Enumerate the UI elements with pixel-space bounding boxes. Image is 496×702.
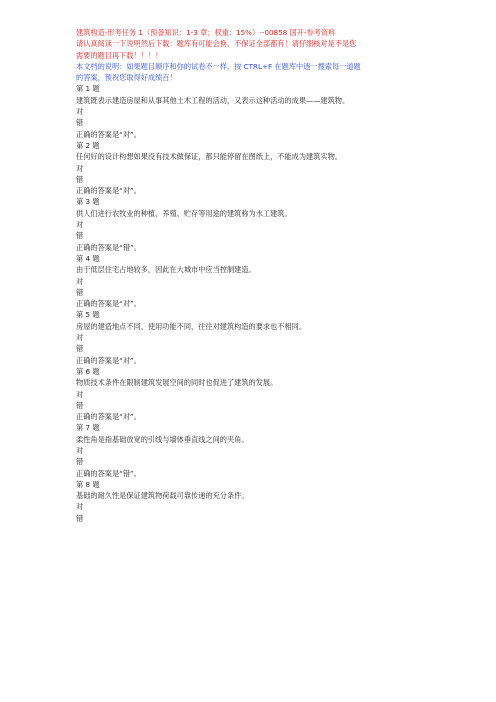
option-true: 对 (76, 389, 84, 399)
answer-text: 正确的答案是“错”。 (76, 468, 141, 478)
question-text: 由于低层住宅占地较多，因此在大城市中应当控制建造。 (76, 265, 256, 275)
answer-text: 正确的答案是“对”。 (76, 412, 141, 422)
answer-text: 正确的答案是“对”。 (76, 299, 141, 309)
option-true: 对 (76, 163, 84, 173)
option-false: 错 (76, 287, 84, 297)
question-number: 第 7 题 (76, 423, 100, 433)
note-text-line-2: 的答案，预祝您取得好成绩百！ (76, 73, 177, 83)
option-false: 错 (76, 400, 84, 410)
question-text: 基础的耐久性是保证建筑物荷载可靠传递的充分条件。 (76, 491, 249, 501)
question-text: 供人们进行农牧业的种植、养殖、贮存等用途的建筑称为水工建筑。 (76, 208, 292, 218)
question-block (76, 309, 428, 365)
option-true: 对 (76, 107, 84, 117)
answer-text: 正确的答案是“对”。 (76, 355, 141, 365)
question-text: 房屋的建造地点不同、使用功能不同，往往对建筑构造的要求也不相同。 (76, 321, 307, 331)
question-block (76, 253, 428, 309)
option-false: 错 (76, 457, 84, 467)
question-block (76, 366, 428, 422)
question-number: 第 6 题 (76, 366, 100, 376)
document-title: 建筑构造-形考任务 1（预备知识：1-3 章；权重：15%）--00858 国开-参考资料 (76, 28, 336, 37)
question-text: 物质技术条件在限制建筑发展空间的同时也促进了建筑的发展。 (76, 378, 278, 388)
option-false: 错 (76, 231, 84, 241)
question-text: 任何好的设计构想如果没有技术做保证，都只能停留在图纸上，不能成为建筑实物。 (76, 152, 342, 162)
note-text-line-1: 本文档的说明：如果题目顺序和你的试卷不一样，按 CTRL+F 在题库中逐一搜索每一道题 (76, 61, 361, 71)
question-number: 第 2 题 (76, 140, 100, 150)
option-true: 对 (76, 276, 84, 286)
option-false: 错 (76, 344, 84, 354)
warning-text-line-2: 需要的题目再下载！！！！ (76, 50, 163, 60)
question-text: 建筑既表示建造房屋和从事其他土木工程的活动，又表示这种活动的成果——建筑物。 (76, 95, 350, 105)
document-content (76, 27, 428, 524)
option-true: 对 (76, 333, 84, 343)
question-number: 第 8 题 (76, 479, 100, 489)
option-true: 对 (76, 220, 84, 230)
answer-text: 正确的答案是“错”。 (76, 242, 141, 252)
question-number: 第 5 题 (76, 310, 100, 320)
warning-text-line-1: 请认真阅读一下说明然后下载：题库有可能会换，不保证全部都有！请仔细核对是不是您 (76, 39, 357, 49)
question-number: 第 4 题 (76, 253, 100, 263)
question-block (76, 83, 428, 139)
question-block (76, 196, 428, 252)
option-false: 错 (76, 174, 84, 184)
option-true: 对 (76, 502, 84, 512)
option-true: 对 (76, 445, 84, 455)
question-block (76, 140, 428, 196)
option-false: 错 (76, 118, 84, 128)
option-false: 错 (76, 513, 84, 523)
question-block (76, 422, 428, 478)
answer-text: 正确的答案是“对”。 (76, 129, 141, 139)
answer-text: 正确的答案是“对”。 (76, 186, 141, 196)
question-block (76, 479, 428, 524)
question-number: 第 1 题 (76, 84, 100, 94)
question-number: 第 3 题 (76, 197, 100, 207)
question-text: 柔性角是指基础放宽的引线与墙体垂直线之间的夹角。 (76, 434, 249, 444)
